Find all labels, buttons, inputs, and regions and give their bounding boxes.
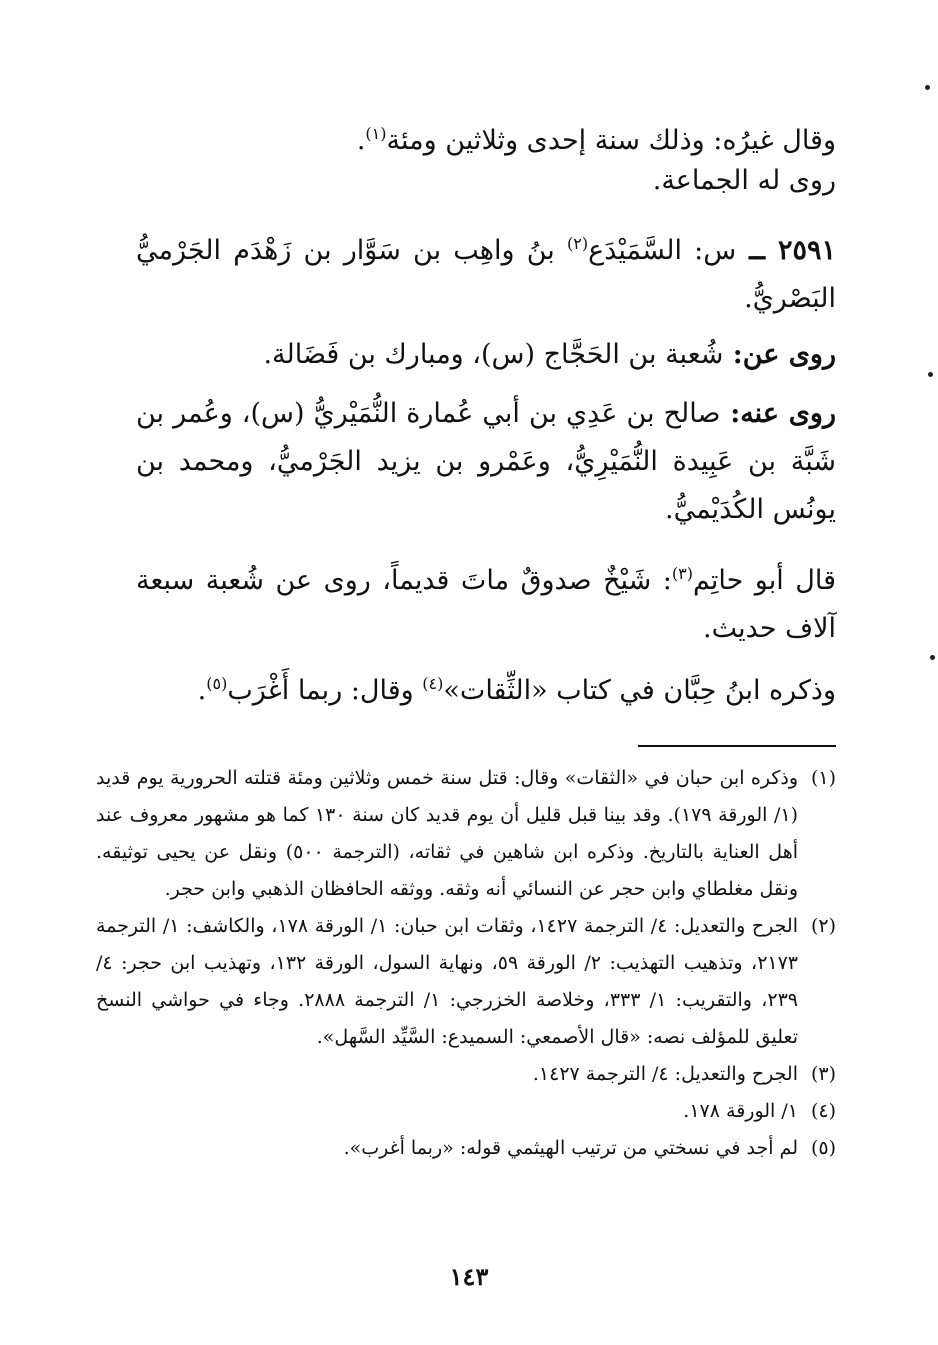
biography-entry-heading: [136, 220, 836, 323]
paragraph-text: صالح بن عَدِي بن أبي عُمارة النُّمَيْريُّ (س)، وعُمر بن شَبَّة بن عَبِيدة النُّمَيْرِيُّ، وعَمْرو بن يزيد الجَرْميُّ، ومحمد بن يونُس الكُدَيْميُّ.: [136, 398, 836, 525]
paragraph-end: .: [197, 675, 207, 706]
footnote: [96, 760, 836, 908]
footnote-separator: [638, 745, 836, 747]
paragraph-end: .: [356, 125, 366, 156]
paragraph-text: روى له الجماعة.: [652, 165, 836, 196]
paragraph-text: شُعبة بن الحَجَّاج (س)، ومبارك بن فَضَالة.: [263, 339, 724, 370]
footnotes-section: [96, 760, 836, 1167]
footnote: [96, 1130, 836, 1167]
footnote-number: (٥): [810, 1137, 836, 1159]
section-label: روى عن:: [723, 339, 836, 370]
margin-dot: [928, 372, 933, 377]
entry-number: ٢٥٩١: [778, 235, 837, 266]
paragraph-text: وذكره ابنُ حِبَّان في كتاب «الثِّقات»: [443, 675, 836, 706]
margin-dot: [925, 85, 930, 90]
footnote: [96, 1093, 836, 1130]
paragraph-narrated-from: [136, 331, 836, 379]
entry-dash: ــ: [736, 235, 778, 266]
footnote-ref: (٢): [567, 234, 589, 253]
paragraph-narrated-by-all: [136, 157, 836, 205]
paragraph-narrators-from-him: [136, 390, 836, 534]
paragraph-abu-hatim: [136, 550, 836, 653]
paragraph-text: وقال: ربما أَغْرَب: [227, 675, 423, 706]
footnote-text: وذكره ابن حبان في «الثقات» وقال: قتل سنة خمس وثلاثين ومئة قتلته الحرورية يوم قديد (١/ الورقة ١٧٩). وقد بينا قبل قليل أن يوم قديد كان سنة ١٣٠ كما هو مشهور معروف عند أهل العناية بالتاريخ. وذكره ابن شاهين في ثقاته، (الترجمة ٥٠٠) ونقل عن يحيى توثيقه. ونقل مغلطاي وابن حجر عن النسائي أنه وثقه. ووثقه الحافظان الذهبي وابن حجر.: [96, 767, 799, 900]
entry-name: السَّمَيْدَع: [588, 235, 682, 266]
footnote-number: (١): [810, 767, 836, 789]
footnote-ref: (٣): [671, 564, 693, 583]
footnote-text: لم أجد في نسختي من ترتيب الهيثمي قوله: «ربما أغرب».: [343, 1137, 798, 1159]
margin-dot: [930, 655, 935, 660]
paragraph-text: : شَيْخٌ صدوقٌ ماتَ قديماً، روى عن شُعبة سبعة آلاف حديث.: [136, 565, 836, 644]
footnote-number: (٢): [810, 915, 836, 937]
footnote-ref: (١): [365, 124, 387, 143]
footnote-number: (٤): [810, 1100, 836, 1122]
footnote-text: الجرح والتعديل: ٤/ الترجمة ١٤٢٧، وثقات ابن حبان: ١/ الورقة ١٧٨، والكاشف: ١/ الترجمة ٢١٧٣، وتذهيب التهذيب: ٢/ الورقة ٥٩، ونهاية السول، الورقة ١٣٢، وتهذيب ابن حجر: ٤/ ٢٣٩، والتقريب: ١/ ٣٣٣، وخلاصة الخزرجي: ١/ الترجمة ٢٨٨٨. وجاء في حواشي النسخ تعليق للمؤلف نصه: «قال الأصمعي: السميدع: السَّيِّد السَّهل».: [96, 915, 799, 1048]
paragraph-text: وقال غيرُه: وذلك سنة إحدى وثلاثين ومئة: [386, 125, 836, 156]
footnote-ref: (٥): [206, 674, 228, 693]
footnote-number: (٣): [810, 1063, 836, 1085]
footnote: [96, 908, 836, 1056]
footnote-text: الجرح والتعديل: ٤/ الترجمة ١٤٢٧.: [532, 1063, 798, 1085]
paragraph-text: قال أبو حاتِم: [692, 565, 836, 596]
footnote: [96, 1056, 836, 1093]
page-number: ١٤٣: [449, 1262, 489, 1291]
section-label: روى عنه:: [720, 398, 836, 429]
footnote-text: ١/ الورقة ١٧٨.: [683, 1100, 798, 1122]
footnote-ref: (٤): [422, 674, 444, 693]
entry-code: س:: [681, 235, 737, 266]
entry-lineage: بنُ واهِب بن سَوَّار بن زَهْدَم الجَرْميُّ البَصْريُّ.: [136, 235, 836, 314]
paragraph-ibn-hibban: [136, 660, 836, 715]
